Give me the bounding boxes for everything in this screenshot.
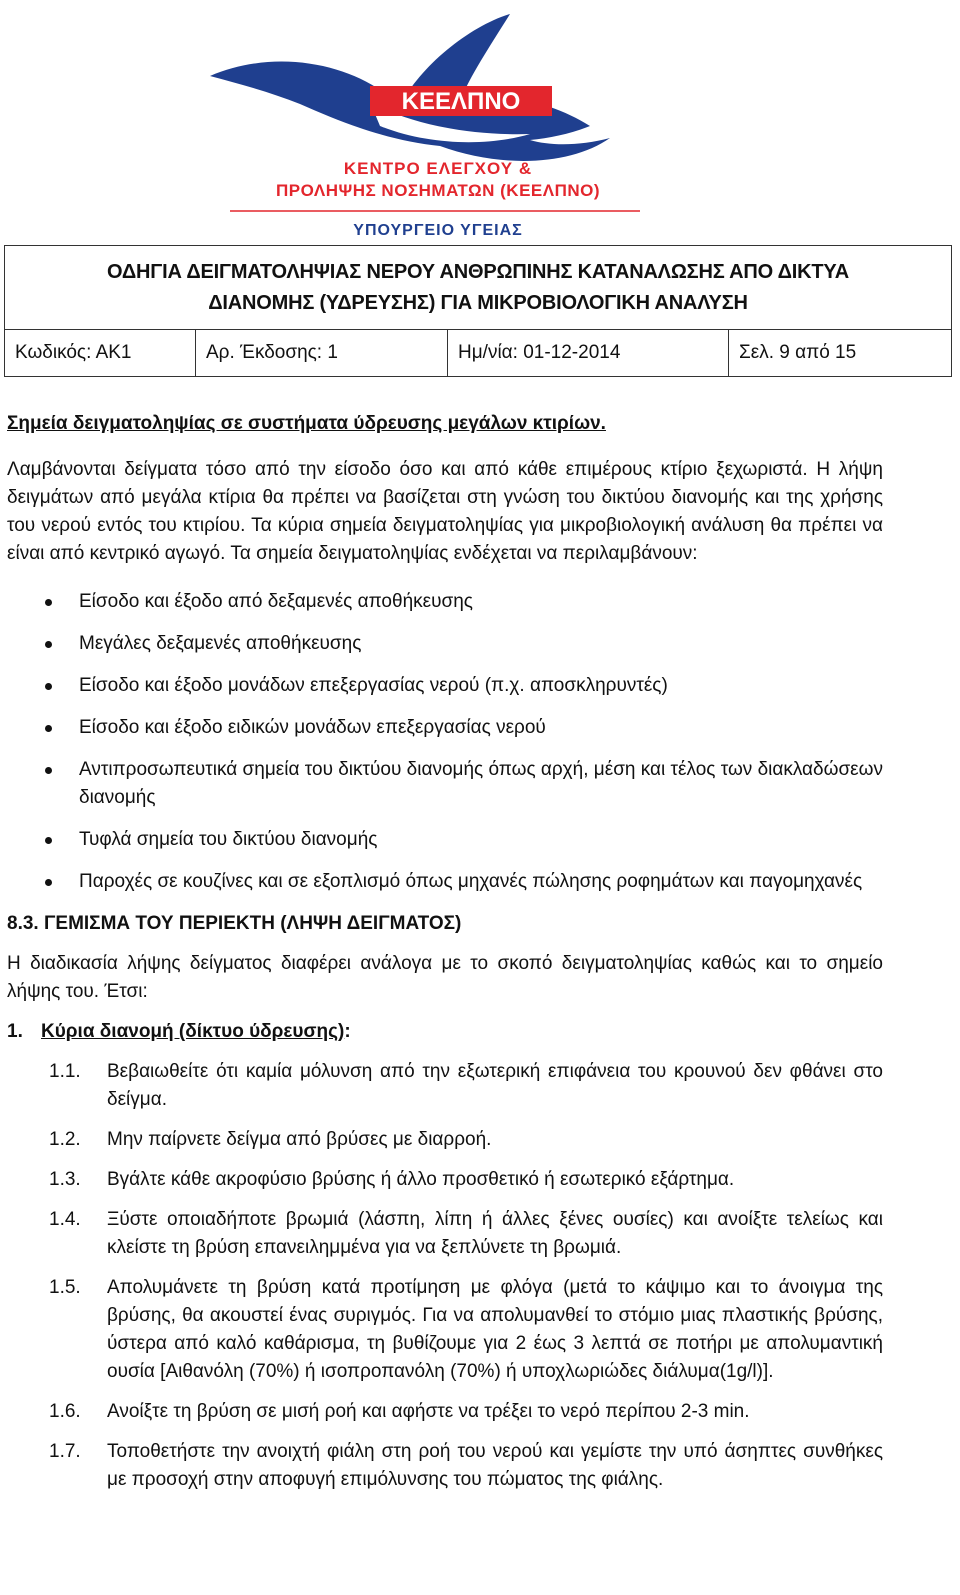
list-item: Τυφλά σημεία του δικτύου διανομής [7, 826, 883, 854]
list-item: Αντιπροσωπευτικά σημεία του δικτύου διανομής όπως αρχή, μέση και τέλος των διακλαδώσεων διανομής [7, 756, 883, 812]
document-date: Ημ/νία: 01-12-2014 [448, 330, 729, 376]
step-text: Τοποθετήστε την ανοιχτή φιάλη στη ροή του νερού και γεμίστε την υπό άσηπτες συνθήκες με προσοχή στην αποφυγή επιμόλυνσης του πώματος της φιάλης. [107, 1441, 883, 1490]
list-item: Είσοδο και έξοδο από δεξαμενές αποθήκευσης [7, 588, 883, 616]
step-number: 1.4. [49, 1209, 81, 1230]
step-item [7, 1274, 883, 1386]
step-number: 1.6. [49, 1401, 81, 1422]
keelpno-logo [170, 6, 705, 242]
step-item [7, 1206, 883, 1262]
step-item [7, 1166, 883, 1194]
section-heading: Σημεία δειγματοληψίας σε συστήματα ύδρευσης μεγάλων κτιρίων. [7, 413, 606, 434]
title-line-2: ΔΙΑΝΟΜΗΣ (ΥΔΡΕΥΣΗΣ) ΓΙΑ ΜΙΚΡΟΒΙΟΛΟΓΙΚΗ ΑΝΑΛΥΣΗ [208, 291, 748, 314]
section-intro: Λαμβάνονται δείγματα τόσο από την είσοδο όσο και από κάθε επιμέρους κτίριο ξεχωριστά. Η λήψη δειγμάτων από μεγάλα κτίρια θα πρέπει να βασίζεται στη γνώση του δικτύου διανομής και της χρήσης του νερού εντός του κτιρίου. Τα κύρια σημεία δειγματοληψίας για μικροβιολογική ανάλυση θα πρέπει να είναι από κεντρικό αγωγό. Τα σημεία δειγματοληψίας ενδέχεται να περιλαμβάνουν: [7, 459, 883, 564]
list-title-label: Κύρια διανομή (δίκτυο ύδρευσης) [41, 1021, 345, 1042]
svg-text:ΚΕΕΛΠΝΟ: ΚΕΕΛΠΝΟ [401, 88, 521, 115]
page-number: Σελ. 9 από 15 [739, 342, 857, 363]
section-8-3-heading: 8.3. ΓΕΜΙΣΜΑ ΤΟΥ ΠΕΡΙΕΚΤΗ (ΛΗΨΗ ΔΕΙΓΜΑΤΟΣ) [7, 913, 462, 934]
list-number: 1. [7, 1021, 23, 1042]
step-number: 1.2. [49, 1129, 81, 1150]
document-title [5, 246, 951, 330]
step-item [7, 1126, 883, 1154]
list-item: Παροχές σε κουζίνες και σε εξοπλισμό όπως μηχανές πώλησης ροφημάτων και παγομηχανές [7, 868, 883, 896]
step-number: 1.7. [49, 1441, 81, 1462]
step-item [7, 1438, 883, 1494]
step-item [7, 1058, 883, 1114]
step-text: Απολυμάνετε τη βρύση κατά προτίμηση με φλόγα (μετά το κάψιμο και το άνοιγμα της βρύσης, θα ακουστεί ένας συριγμός. Για να απολυμανθεί το στόμιο μιας πλαστικής βρύσης, ύστερα από καλό καθάρισμα, τη βυθίζουμε για 2 έως 3 λεπτά σε ποτήρι με απολυμαντική ουσία [Αιθανόλη (70%) ή ισοπροπανόλη (70%) ή υποχλωριώδες διάλυμα(1g/l)]. [107, 1277, 883, 1382]
svg-text:ΥΠΟΥΡΓΕΙΟ ΥΓΕΙΑΣ: ΥΠΟΥΡΓΕΙΟ ΥΓΕΙΑΣ [353, 222, 523, 239]
step-text: Ξύστε οποιαδήποτε βρωμιά (λάσπη, λίπη ή άλλες ξένες ουσίες) και ανοίξτε τελείως και κλείστε τη βρύση επανειλημμένα για να ξεπλύνετε τη βρωμιά. [107, 1209, 883, 1258]
document-header-table [4, 245, 952, 377]
step-number: 1.5. [49, 1277, 81, 1298]
step-text: Ανοίξτε τη βρύση σε μισή ροή και αφήστε να τρέξει το νερό περίπου 2-3 min. [107, 1401, 750, 1422]
sampling-points-list [7, 588, 883, 896]
step-item [7, 1398, 883, 1426]
list-title-colon: : [344, 1021, 351, 1042]
document-meta-row [5, 330, 951, 376]
list-item: Μεγάλες δεξαμενές αποθήκευσης [7, 630, 883, 658]
title-line-1: ΟΔΗΓΙΑ ΔΕΙΓΜΑΤΟΛΗΨΙΑΣ ΝΕΡΟΥ ΑΝΘΡΩΠΙΝΗΣ ΚΑΤΑΝΑΛΩΣΗΣ ΑΠΟ ΔΙΚΤΥΑ [107, 260, 849, 283]
svg-text:ΠΡΟΛΗΨΗΣ ΝΟΣΗΜΑΤΩΝ (ΚΕΕΛΠΝΟ): ΠΡΟΛΗΨΗΣ ΝΟΣΗΜΑΤΩΝ (ΚΕΕΛΠΝΟ) [275, 181, 601, 200]
list-item: Είσοδο και έξοδο μονάδων επεξεργασίας νερού (π.χ. αποσκληρυντές) [7, 672, 883, 700]
svg-text:ΚΕΝΤΡΟ ΕΛΕΓΧΟΥ &: ΚΕΝΤΡΟ ΕΛΕΓΧΟΥ & [343, 159, 533, 178]
sampling-steps-list [7, 1058, 883, 1494]
step-number: 1.1. [49, 1061, 81, 1082]
step-text: Μην παίρνετε δείγμα από βρύσες με διαρροή. [107, 1129, 492, 1150]
step-text: Βγάλτε κάθε ακροφύσιο βρύσης ή άλλο προσθετικό ή εσωτερικό εξάρτημα. [107, 1169, 735, 1190]
main-distribution-title [7, 1018, 883, 1046]
section-8-3-intro: Η διαδικασία λήψης δείγματος διαφέρει ανάλογα με το σκοπό δειγματοληψίας καθώς και το σημείο λήψης του. Έτσι: [7, 953, 883, 1002]
document-code: Κωδικός: ΑΚ1 [5, 330, 196, 376]
document-body [7, 410, 883, 1494]
step-text: Βεβαιωθείτε ότι καμία μόλυνση από την εξωτερική επιφάνεια του κρουνού δεν φθάνει στο δείγμα. [107, 1061, 883, 1110]
document-version: Αρ. Έκδοσης: 1 [196, 330, 448, 376]
list-item: Είσοδο και έξοδο ειδικών μονάδων επεξεργασίας νερού [7, 714, 883, 742]
step-number: 1.3. [49, 1169, 81, 1190]
